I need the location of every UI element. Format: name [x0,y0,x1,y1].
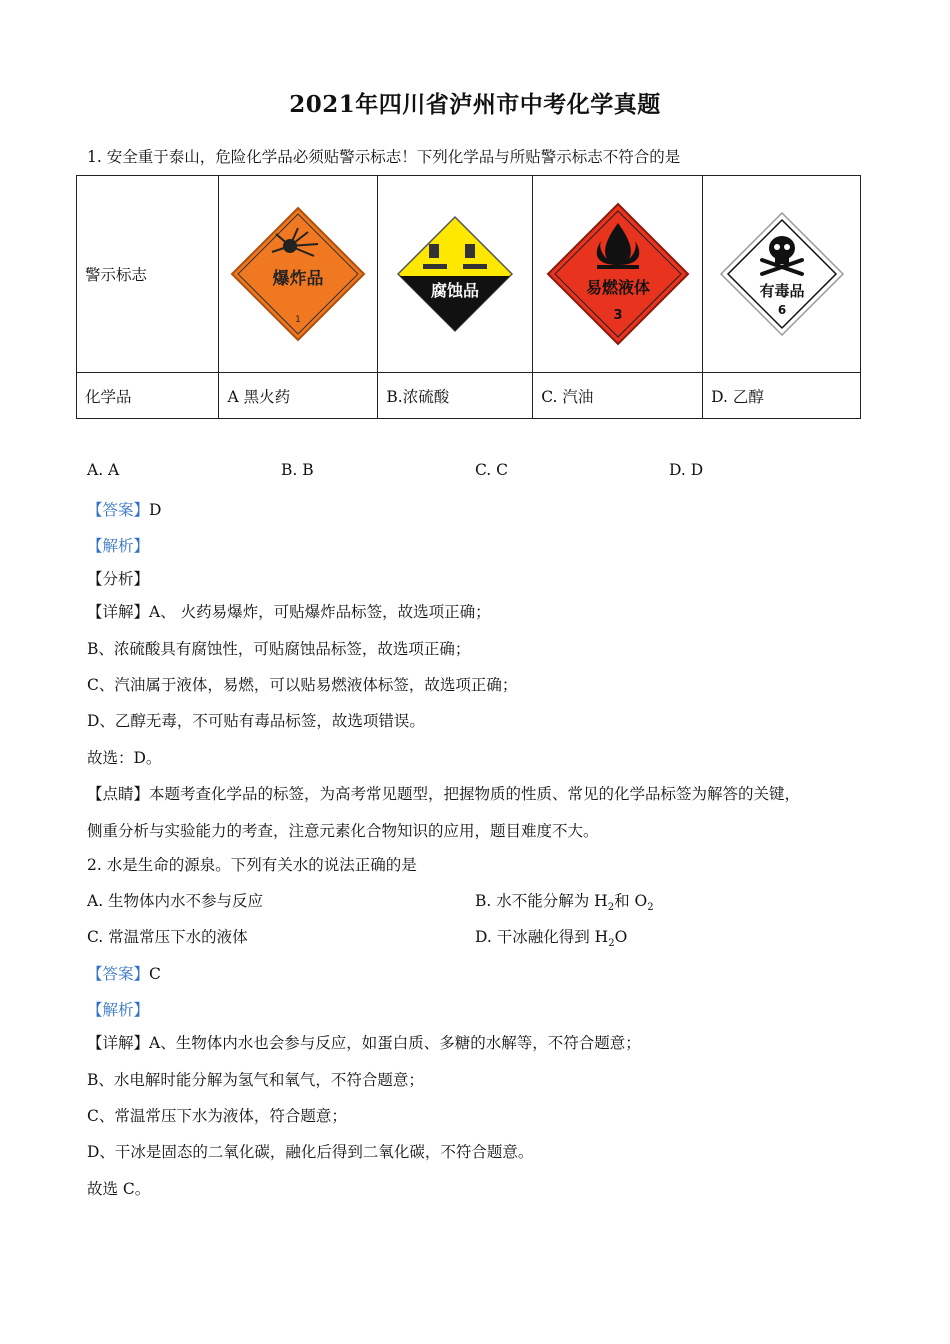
subscript: 2 [607,902,615,914]
q1-line-b: B、浓硫酸具有腐蚀性，可贴腐蚀品标签，故选项正确； [87,640,471,658]
q2-conclusion: 故选 C。 [87,1180,151,1198]
row-header-chemical: 化学品 [77,373,219,419]
q2-jiexi-tag: 【解析】 [87,1001,150,1019]
explosive-number: 1 [295,315,302,325]
toxic-number: 6 [777,303,786,317]
q1-xiangjie [87,600,491,622]
flammable-liquid-sign-cell [533,176,703,373]
q2-option-a: A. 生物体内水不参与反应 [87,892,264,910]
row-header-sign: 警示标志 [77,176,219,373]
dianjing-text: 本题考查化学品的标签，为高考常见题型，把握物质的性质、常见的化学品标签为解答的关键， [149,785,801,803]
q2-xiangjie [87,1031,641,1053]
chemical-c: C. 汽油 [533,373,703,419]
q1-line-c: C、汽油属于液体，易燃，可以贴易燃液体标签，故选项正确； [87,676,518,694]
dianjing-tag: 【点睛】 [87,785,150,803]
corrosive-label: 腐蚀品 [431,281,480,300]
q2-option-d-suffix: O [614,928,628,946]
q2-answer [87,962,161,984]
explosive-sign-icon [228,204,368,344]
chemical-d: D. 乙醇 [703,373,861,419]
corrosive-sign-cell [378,176,533,373]
q1-line-d: D、乙醇无毒，不可贴有毒品标签，故选项错误。 [87,712,425,730]
q2-line-d: D、干冰是固态的二氧化碳，融化后得到二氧化碳，不符合题意。 [87,1143,534,1161]
corrosive-sign-icon [395,214,515,334]
subscript: 2 [608,938,615,950]
answer-value: D [149,501,162,519]
chemical-a: A 黑火药 [219,373,378,419]
toxic-label: 有毒品 [759,282,805,300]
toxic-sign-icon [718,210,846,338]
flammable-label: 易燃液体 [585,278,650,297]
explosive-label: 爆炸品 [272,269,324,289]
warning-sign-table [76,175,861,419]
subscript: 2 [647,902,654,914]
q1-option-a: A. A [87,461,120,479]
toxic-sign-cell [703,176,861,373]
q1-option-b: B. B [281,461,314,479]
q2-option-d-prefix: D. 干冰融化得到 H [475,928,609,946]
answer-tag: 【答案】 [87,501,150,519]
q1-stem: 1. 安全重于泰山，危险化学品必须贴警示标志！下列化学品与所贴警示标志不符合的是 [87,148,681,166]
q2-stem: 2. 水是生命的源泉。下列有关水的说法正确的是 [87,856,417,874]
q2-line-c: C、常温常压下水为液体，符合题意； [87,1107,347,1125]
q2-option-b-mid: 和 O [614,892,648,910]
xiangjie-tag: 【详解】 [87,1034,150,1052]
q1-dianjing [87,782,800,804]
q1-option-c: C. C [475,461,509,479]
q1-conclusion: 故选：D。 [87,749,162,767]
xiangjie-tag: 【详解】 [87,603,150,621]
q2-option-b-prefix: B. 水不能分解为 H [475,892,608,910]
q1-dianjing-2: 侧重分析与实验能力的考查，注意元素化合物知识的应用，题目难度不大。 [87,822,599,840]
q2-option-d [475,925,627,949]
flammable-liquid-sign-icon [545,201,691,347]
q2-line-b: B、水电解时能分解为氢气和氧气，不符合题意； [87,1071,424,1089]
q1-option-d: D. D [669,461,704,479]
answer-tag: 【答案】 [87,965,150,983]
explosive-sign-cell [219,176,378,373]
q1-fenxi-tag: 【分析】 [87,570,150,588]
xiangjie-text: A、生物体内水也会参与反应，如蛋白质、多糖的水解等，不符合题意； [149,1034,641,1052]
q1-answer [87,498,161,520]
answer-value: C [149,965,161,983]
flammable-number: 3 [613,308,623,323]
q2-option-c: C. 常温常压下水的液体 [87,928,248,946]
q1-jiexi-tag: 【解析】 [87,537,150,555]
q2-option-b [475,889,654,913]
xiangjie-text: A、 火药易爆炸，可贴爆炸品标签，故选项正确； [149,603,491,621]
chemical-b: B.浓硫酸 [378,373,533,419]
page-title: 2021年四川省泸州市中考化学真题 [289,91,661,118]
